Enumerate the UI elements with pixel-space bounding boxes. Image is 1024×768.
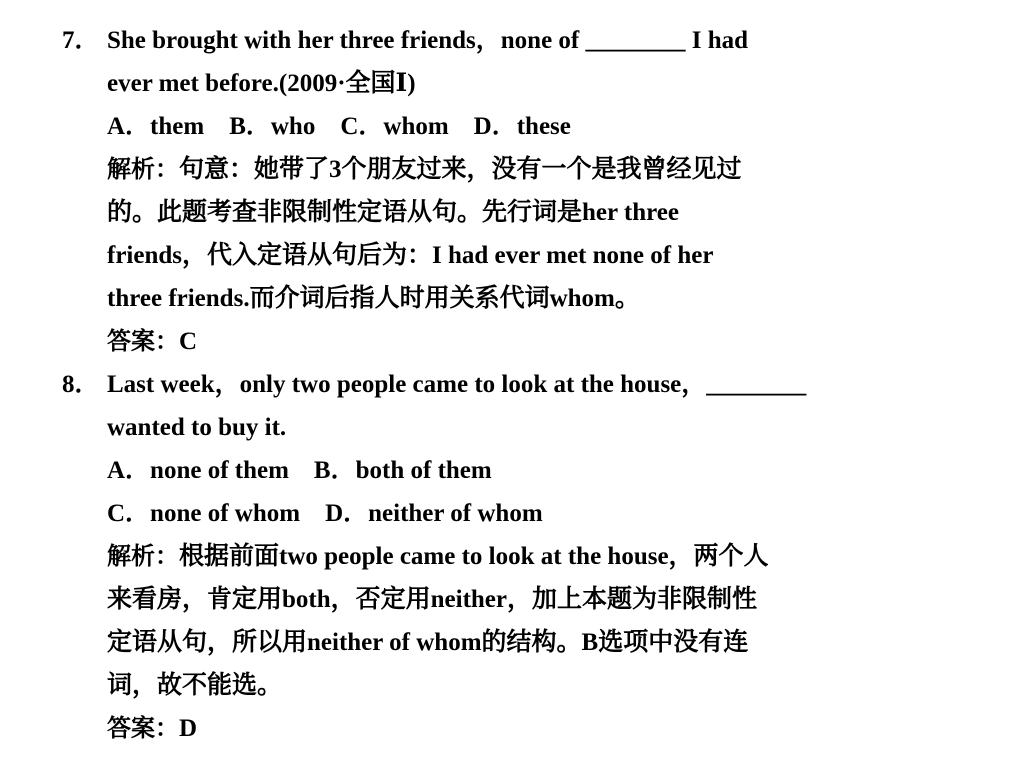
question-number: 7． xyxy=(62,27,100,54)
analysis-line: three friends.而介词后指人时用关系代词whom。 xyxy=(107,285,640,312)
answer-options: A．them B．who C．whom D．these xyxy=(107,113,571,140)
analysis-label: 解析： xyxy=(107,155,179,183)
analysis-line: 的。此题考查非限制性定语从句。先行词是her three xyxy=(107,199,679,226)
answer-value: D xyxy=(179,715,198,742)
question-stem-line: ever met before.(2009·全国Ⅰ) xyxy=(107,70,416,97)
analysis-line: 定语从句，所以用neither of whom的结构。B选项中没有连 xyxy=(107,629,749,656)
analysis-line xyxy=(107,148,742,191)
analysis-line: friends，代入定语从句后为：I had ever met none of her xyxy=(107,242,714,269)
answer-line xyxy=(107,707,197,750)
analysis-text: 根据前面two people came to look at the house，两个人 xyxy=(179,543,769,570)
answer-label: 答案： xyxy=(107,714,179,742)
analysis-text: 句意：她带了3个朋友过来，没有一个是我曾经见过 xyxy=(179,156,742,183)
answer-options: C．none of whom D．neither of whom xyxy=(107,500,543,527)
question-number: 8． xyxy=(62,371,100,398)
answer-options: A．none of them B．both of them xyxy=(107,457,492,484)
question-stem-line: wanted to buy it. xyxy=(107,414,287,441)
answer-line xyxy=(107,320,197,363)
analysis-label: 解析： xyxy=(107,542,179,570)
analysis-line: 来看房，肯定用both，否定用neither，加上本题为非限制性 xyxy=(107,586,758,613)
question-stem-line: She brought with her three friends，none of ________ I had xyxy=(107,27,749,54)
answer-label: 答案： xyxy=(107,327,179,355)
answer-value: C xyxy=(179,328,198,355)
analysis-line xyxy=(107,535,769,578)
question-stem-line: Last week，only two people came to look at the house，________ xyxy=(107,371,807,398)
analysis-line: 词，故不能选。 xyxy=(107,672,283,699)
